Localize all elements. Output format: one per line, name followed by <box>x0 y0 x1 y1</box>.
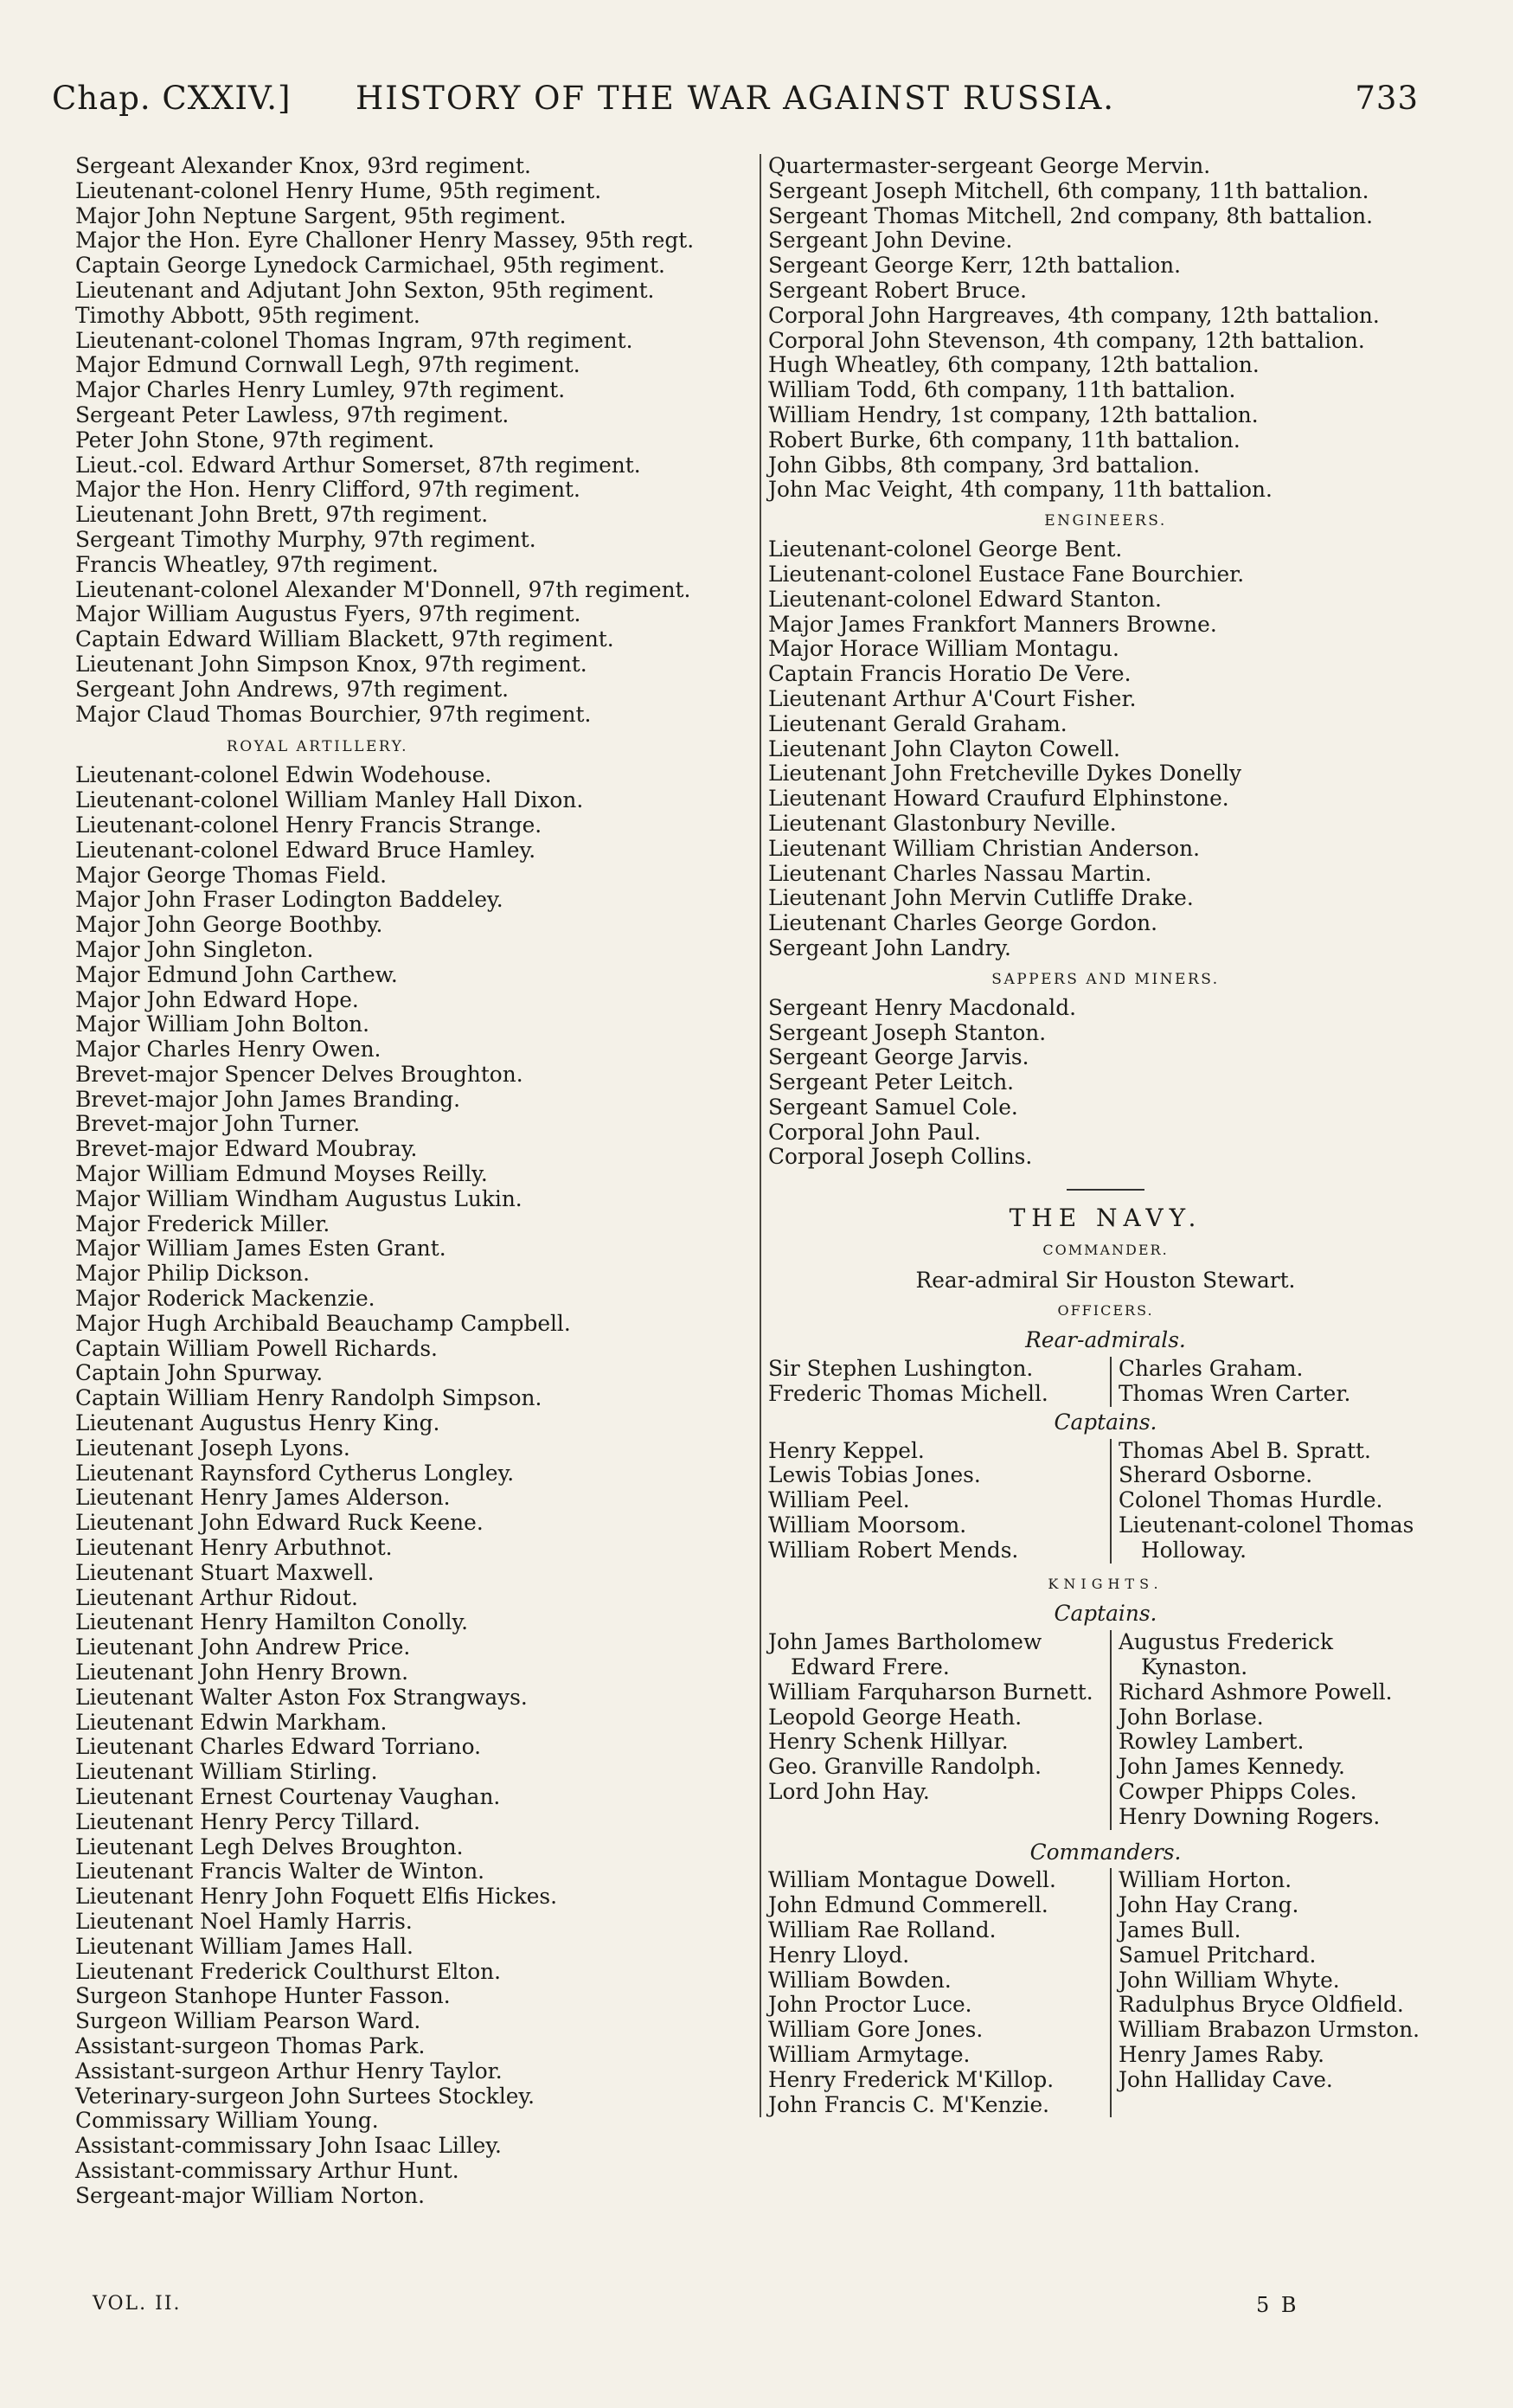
list-item: Leopold George Heath. <box>768 1704 1023 1730</box>
list-item: Major John George Boothby. <box>75 912 383 938</box>
list-item: Major William Augustus Fyers, 97th regiment. <box>75 601 581 627</box>
list-item: Lieutenant Augustus Henry King. <box>75 1410 440 1436</box>
list-item: Sergeant Alexander Knox, 93rd regiment. <box>75 153 531 178</box>
list-item: Sergeant-major William Norton. <box>75 2182 425 2208</box>
list-item: Lieutenant Howard Craufurd Elphinstone. <box>768 786 1229 812</box>
list-item: Lieutenant-colonel Eustace Fane Bourchier. <box>768 561 1245 587</box>
knights-right <box>1110 1630 1443 1829</box>
list-item: Major George Thomas Field. <box>75 862 388 888</box>
list-item: Sergeant George Kerr, 12th battalion. <box>768 253 1182 279</box>
list-item: Major the Hon. Eyre Challoner Henry Massey, 95th regt. <box>75 228 695 254</box>
captains-left <box>768 1439 1110 1564</box>
list-item: Robert Burke, 6th company, 11th battalion. <box>768 427 1241 453</box>
list-item: William Farquharson Burnett. <box>768 1679 1093 1705</box>
list-item: Major the Hon. Henry Clifford, 97th regiment. <box>75 477 580 503</box>
book-title: HISTORY OF THE WAR AGAINST RUSSIA. <box>355 80 1116 117</box>
list-item: Lieutenant Henry Hamilton Conolly. <box>75 1609 469 1635</box>
list-item: Major Edmund Cornwall Legh, 97th regiment. <box>75 352 580 378</box>
list-item: John William Whyte. <box>1119 1967 1340 1993</box>
list-item: Lieutenant John Simpson Knox, 97th regiment. <box>75 651 587 677</box>
list-item: Major John Neptune Sargent, 95th regiment. <box>75 202 567 228</box>
list-item: Francis Wheatley, 97th regiment. <box>75 551 439 577</box>
list-item: Lieutenant John Edward Ruck Keene. <box>75 1510 484 1536</box>
list-item: Frederic Thomas Michell. <box>768 1381 1048 1407</box>
list-item: John James Bartholomew Edward Frere. <box>768 1629 1042 1680</box>
list-item: Major Frederick Miller. <box>75 1210 330 1236</box>
list-item: Lieutenant Raynsford Cytherus Longley. <box>75 1460 515 1486</box>
captains-heading: Captains. <box>1054 1409 1157 1435</box>
list-item: Rowley Lambert. <box>1119 1729 1305 1755</box>
list-item: Lieutenant Charles Edward Torriano. <box>75 1734 481 1760</box>
list-item: John Borlase. <box>1119 1704 1264 1730</box>
list-item: Sergeant John Devine. <box>768 228 1013 254</box>
list-item: Lewis Tobias Jones. <box>768 1462 981 1488</box>
list-item: John Hay Crang. <box>1119 1892 1299 1918</box>
list-item: Sergeant Timothy Murphy, 97th regiment. <box>75 526 536 552</box>
list-item: Corporal John Stevenson, 4th company, 12th battalion. <box>768 327 1365 353</box>
captains-table <box>768 1439 1443 1564</box>
list-item: Captain William Henry Randolph Simpson. <box>75 1385 542 1411</box>
list-item: John Edmund Commerell. <box>768 1892 1048 1918</box>
list-item: Lieutenant William Christian Anderson. <box>768 835 1200 861</box>
list-item: William Brabazon Urmston. <box>1119 2017 1420 2043</box>
navy-title: THE NAVY. <box>1009 1204 1202 1233</box>
list-item: Surgeon Stanhope Hunter Fasson. <box>75 1983 451 2009</box>
list-item: Major Roderick Mackenzie. <box>75 1286 375 1312</box>
list-item: Brevet-major John Turner. <box>75 1111 361 1137</box>
page-number: 733 <box>1355 80 1419 117</box>
left-list-top <box>75 154 741 727</box>
list-item: Lieutenant John Clayton Cowell. <box>768 735 1120 761</box>
knights-captains-heading: Captains. <box>1054 1601 1157 1627</box>
list-item: Lieutenant-colonel Thomas Ingram, 97th regiment. <box>75 327 633 353</box>
list-item: Henry Lloyd. <box>768 1942 910 1968</box>
list-item: Major Charles Henry Owen. <box>75 1037 381 1063</box>
list-item: John James Kennedy. <box>1119 1754 1345 1780</box>
section-divider <box>1067 1189 1144 1191</box>
list-item: John Francis C. M'Kenzie. <box>768 2091 1050 2117</box>
list-item: Lieutenant John Andrew Price. <box>75 1634 411 1660</box>
chapter-label: Chap. CXXIV.] <box>52 80 292 117</box>
right-column <box>760 154 1443 2117</box>
list-item: Sergeant Peter Lawless, 97th regiment. <box>75 401 510 427</box>
list-item: Lieutenant John Fretcheville Dykes Donelly <box>768 761 1242 787</box>
list-item: Hugh Wheatley, 6th company, 12th battalion. <box>768 352 1260 378</box>
list-item: Major Claud Thomas Bourchier, 97th regiment. <box>75 701 592 727</box>
list-item: Major Hugh Archibald Beauchamp Campbell. <box>75 1310 571 1336</box>
list-item: John Mac Veight, 4th company, 11th battalion. <box>768 477 1273 503</box>
list-item: Sergeant Samuel Cole. <box>768 1094 1018 1120</box>
list-item: Captain William Powell Richards. <box>75 1335 438 1361</box>
list-item: William Moorsom. <box>768 1512 967 1538</box>
list-item: Colonel Thomas Hurdle. <box>1119 1487 1383 1513</box>
list-item: Timothy Abbott, 95th regiment. <box>75 302 420 328</box>
list-item: Sergeant Henry Macdonald. <box>768 994 1076 1020</box>
royal-artillery-list <box>75 763 741 2208</box>
left-column <box>75 154 741 2209</box>
list-item: Assistant-surgeon Thomas Park. <box>75 2032 426 2058</box>
list-item: Charles Graham. <box>1119 1356 1304 1382</box>
list-item: William Hendry, 1st company, 12th battalion. <box>768 401 1259 427</box>
list-item: Geo. Granville Randolph. <box>768 1754 1042 1780</box>
list-item: Lieutenant Henry John Foquett Elfis Hickes. <box>75 1884 557 1910</box>
list-item: Lieut.-col. Edward Arthur Somerset, 87th regiment. <box>75 452 641 478</box>
list-item: William Armytage. <box>768 2041 971 2067</box>
list-item: Major William John Bolton. <box>75 1011 370 1037</box>
knights-table <box>768 1630 1443 1829</box>
volume-label: VOL. II. <box>93 2293 182 2315</box>
list-item: James Bull. <box>1119 1917 1241 1942</box>
knights-left <box>768 1630 1110 1829</box>
list-item: Cowper Phipps Coles. <box>1119 1779 1357 1805</box>
signature-mark: 5 B <box>1256 2293 1299 2317</box>
list-item: Assistant-commissary John Isaac Lilley. <box>75 2133 502 2159</box>
list-item: Lieutenant-colonel Edwin Wodehouse. <box>75 762 492 788</box>
list-item: William Horton. <box>1119 1867 1292 1893</box>
engineers-heading: ENGINEERS. <box>1044 512 1167 530</box>
list-item: Lieutenant-colonel George Bent. <box>768 536 1123 562</box>
rear-admirals-left <box>768 1357 1110 1407</box>
list-item: Lieutenant-colonel Henry Francis Strange. <box>75 812 542 838</box>
list-item: Commissary William Young. <box>75 2108 379 2134</box>
list-item: John Gibbs, 8th company, 3rd battalion. <box>768 452 1201 478</box>
list-item: Quartermaster-sergeant George Mervin. <box>768 153 1211 178</box>
list-item: Lieutenant Gerald Graham. <box>768 710 1067 736</box>
list-item: Lieutenant William James Hall. <box>75 1933 414 1959</box>
list-item: Sergeant Joseph Mitchell, 6th company, 11th battalion. <box>768 177 1369 203</box>
list-item: William Bowden. <box>768 1967 952 1993</box>
list-item: Henry Frederick M'Killop. <box>768 2066 1055 2092</box>
commander-heading: COMMANDER. <box>1042 1242 1169 1259</box>
list-item: Lieutenant Frederick Coulthurst Elton. <box>75 1958 502 1984</box>
list-item: William Todd, 6th company, 11th battalion. <box>768 377 1236 403</box>
list-item: Sherard Osborne. <box>1119 1462 1313 1488</box>
royal-artillery-heading: ROYAL ARTILLERY. <box>226 738 409 756</box>
list-item: Henry Downing Rogers. <box>1119 1803 1381 1829</box>
list-item: Lieutenant Francis Walter de Winton. <box>75 1859 485 1885</box>
rear-admirals-table <box>768 1357 1443 1407</box>
officers-heading: OFFICERS. <box>1057 1301 1154 1319</box>
list-item: Lieutenant-colonel William Manley Hall Dixon. <box>75 787 584 813</box>
list-item: Lord John Hay. <box>768 1779 930 1805</box>
list-item: Major William Windham Augustus Lukin. <box>75 1185 522 1211</box>
commanders-right <box>1110 1868 1443 2117</box>
list-item: Lieutenant Arthur A'Court Fisher. <box>768 685 1137 711</box>
list-item: Brevet-major Spencer Delves Broughton. <box>75 1061 523 1087</box>
knights-heading: KNIGHTS. <box>1048 1575 1164 1592</box>
list-item: Lieutenant-colonel Thomas Holloway. <box>1119 1512 1414 1563</box>
list-item: Lieutenant John Henry Brown. <box>75 1660 409 1686</box>
list-item: Sergeant Robert Bruce. <box>768 277 1028 303</box>
list-item: Major James Frankfort Manners Browne. <box>768 611 1217 637</box>
list-item: Peter John Stone, 97th regiment. <box>75 427 435 453</box>
sappers-list <box>768 996 1443 1171</box>
list-item: Major John Singleton. <box>75 936 314 962</box>
list-item: Sergeant Thomas Mitchell, 2nd company, 8th battalion. <box>768 202 1373 228</box>
list-item: Assistant-commissary Arthur Hunt. <box>75 2157 459 2183</box>
list-item: Major Horace William Montagu. <box>768 636 1119 662</box>
list-item: Lieutenant-colonel Edward Stanton. <box>768 586 1162 612</box>
running-header <box>52 80 1419 123</box>
list-item: Lieutenant Noel Hamly Harris. <box>75 1908 413 1934</box>
right-list-top <box>768 154 1443 503</box>
commanders-left <box>768 1868 1110 2117</box>
commander-name: Rear-admiral Sir Houston Stewart. <box>915 1267 1296 1293</box>
list-item: Major Edmund John Carthew. <box>75 961 398 987</box>
list-item: Lieutenant Charles Nassau Martin. <box>768 860 1152 886</box>
list-item: Henry Keppel. <box>768 1437 925 1463</box>
list-item: Lieutenant Henry James Alderson. <box>75 1485 451 1511</box>
list-item: Thomas Wren Carter. <box>1119 1381 1351 1407</box>
list-item: Lieutenant Ernest Courtenay Vaughan. <box>75 1784 501 1809</box>
rear-admirals-heading: Rear-admirals. <box>1025 1327 1186 1353</box>
list-item: Brevet-major John James Branding. <box>75 1086 460 1112</box>
list-item: Brevet-major Edward Moubray. <box>75 1136 418 1162</box>
list-item: John Halliday Cave. <box>1119 2066 1333 2092</box>
list-item: Sergeant John Andrews, 97th regiment. <box>75 676 510 702</box>
list-item: Major John Fraser Lodington Baddeley. <box>75 887 503 913</box>
list-item: Surgeon William Pearson Ward. <box>75 2008 421 2034</box>
list-item: Lieutenant Walter Aston Fox Strangways. <box>75 1684 528 1710</box>
list-item: Major William Edmund Moyses Reilly. <box>75 1161 488 1187</box>
list-item: Henry James Raby. <box>1119 2041 1325 2067</box>
list-item: William Peel. <box>768 1487 910 1513</box>
captains-right <box>1110 1439 1443 1564</box>
list-item: Lieutenant Legh Delves Broughton. <box>75 1833 464 1859</box>
list-item: Major Charles Henry Lumley, 97th regiment. <box>75 377 566 403</box>
list-item: Lieutenant William Stirling. <box>75 1759 378 1785</box>
list-item: Captain John Spurway. <box>75 1360 324 1386</box>
list-item: Lieutenant John Mervin Cutliffe Drake. <box>768 885 1194 911</box>
list-item: Veterinary-surgeon John Surtees Stockley. <box>75 2083 535 2109</box>
list-item: Lieutenant Edwin Markham. <box>75 1709 388 1735</box>
list-item: Sir Stephen Lushington. <box>768 1356 1034 1382</box>
commanders-heading: Commanders. <box>1029 1839 1182 1865</box>
list-item: Captain Edward William Blackett, 97th regiment. <box>75 626 614 652</box>
list-item: Lieutenant Joseph Lyons. <box>75 1435 350 1461</box>
list-item: Lieutenant Glastonbury Neville. <box>768 810 1117 836</box>
list-item: Lieutenant Arthur Ridout. <box>75 1584 358 1610</box>
list-item: Major Philip Dickson. <box>75 1261 310 1287</box>
list-item: Assistant-surgeon Arthur Henry Taylor. <box>75 2058 503 2084</box>
commanders-table <box>768 1868 1443 2117</box>
list-item: Corporal Joseph Collins. <box>768 1144 1033 1170</box>
list-item: Major John Edward Hope. <box>75 986 359 1012</box>
list-item: Lieutenant Henry Arbuthnot. <box>75 1535 393 1561</box>
list-item: Lieutenant Charles George Gordon. <box>768 910 1157 936</box>
list-item: Lieutenant and Adjutant John Sexton, 95th regiment. <box>75 277 655 303</box>
list-item: William Montague Dowell. <box>768 1867 1056 1893</box>
list-item: Lieutenant-colonel Henry Hume, 95th regiment. <box>75 177 602 203</box>
list-item: William Gore Jones. <box>768 2017 984 2043</box>
list-item: Lieutenant-colonel Edward Bruce Hamley. <box>75 837 536 863</box>
list-item: Lieutenant Henry Percy Tillard. <box>75 1808 420 1834</box>
list-item: Captain George Lynedock Carmichael, 95th regiment. <box>75 253 665 279</box>
list-item: Samuel Pritchard. <box>1119 1942 1317 1968</box>
list-item: Lieutenant John Brett, 97th regiment. <box>75 502 489 528</box>
list-item: Sergeant George Jarvis. <box>768 1044 1029 1070</box>
sappers-heading: SAPPERS AND MINERS. <box>991 970 1220 988</box>
list-item: Thomas Abel B. Spratt. <box>1119 1437 1371 1463</box>
list-item: William Rae Rolland. <box>768 1917 997 1942</box>
list-item: Captain Francis Horatio De Vere. <box>768 661 1132 687</box>
list-item: Major William James Esten Grant. <box>75 1236 446 1262</box>
list-item: Sergeant Joseph Stanton. <box>768 1019 1047 1045</box>
list-item: Corporal John Hargreaves, 4th company, 12th battalion. <box>768 302 1380 328</box>
list-item: John Proctor Luce. <box>768 1992 972 2018</box>
list-item: Augustus Frederick Kynaston. <box>1119 1629 1333 1680</box>
list-item: Richard Ashmore Powell. <box>1119 1679 1393 1705</box>
list-item: Radulphus Bryce Oldfield. <box>1119 1992 1404 2018</box>
engineers-list <box>768 537 1443 961</box>
list-item: Henry Schenk Hillyar. <box>768 1729 1009 1755</box>
list-item: Lieutenant Stuart Maxwell. <box>75 1559 375 1585</box>
list-item: Corporal John Paul. <box>768 1119 981 1145</box>
list-item: Sergeant Peter Leitch. <box>768 1069 1015 1095</box>
list-item: Lieutenant-colonel Alexander M'Donnell, 97th regiment. <box>75 576 691 602</box>
list-item: Sergeant John Landry. <box>768 934 1011 960</box>
list-item: William Robert Mends. <box>768 1537 1019 1563</box>
rear-admirals-right <box>1110 1357 1443 1407</box>
